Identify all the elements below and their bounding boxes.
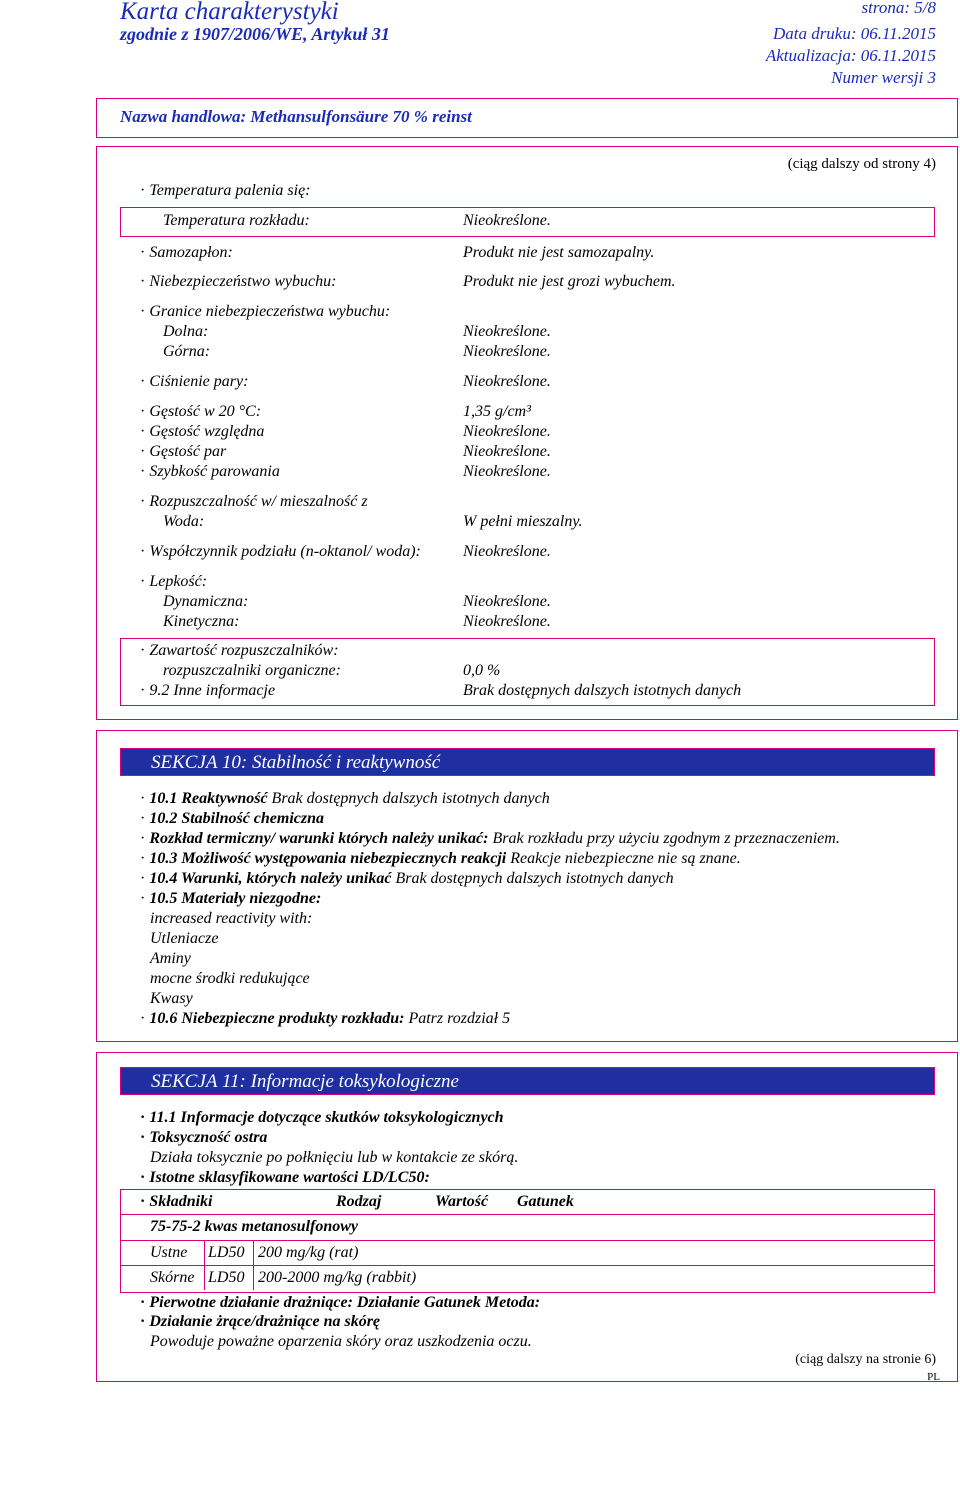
dynamic-label: Dynamiczna: [163,593,249,610]
explosion-value: Produkt nie jest grozi wybuchem. [463,273,676,290]
partition-value: Nieokreślone. [463,543,551,560]
skin-corrosion-heading: · Działanie żrące/drażniące na skórę [140,1313,380,1331]
decomp-label: Temperatura rozkładu: [163,212,310,229]
table-cell-type: LD50 [208,1244,245,1261]
update-date: Aktualizacja: 06.11.2015 [765,46,936,65]
vapour-label: · Ciśnienie pary: [140,373,248,391]
section11-header [120,1067,935,1095]
table-divider [120,1214,935,1215]
viscosity-label: · Lepkość: [140,573,207,591]
table-col-line [253,1240,254,1290]
tox-info-heading: · 11.1 Informacje dotyczące skutków toksykologicznych [140,1109,504,1127]
table-cell-value: 200 mg/kg (rat) [258,1244,359,1261]
table-cell-value: 200-2000 mg/kg (rabbit) [258,1269,417,1286]
material-item: mocne środki redukujące [150,970,310,987]
evap-label: · Szybkość parowania [140,463,280,481]
water-label: Woda: [163,513,205,530]
reldensity-label: · Gęstość względna [140,423,264,441]
primary-irritation-line: · Pierwotne działanie drażniące: Działanie Gatunek Metoda: [140,1294,540,1312]
kinematic-label: Kinetyczna: [163,613,240,630]
table-header-type: Rodzaj [336,1193,382,1210]
reldensity-value: Nieokreślone. [463,423,551,440]
density-value: 1,35 g/cm³ [463,403,531,420]
autoign-value: Produkt nie jest samozapalny. [463,244,655,261]
solvent-label: · Zawartość rozpuszczalników: [140,642,339,660]
vapdensity-value: Nieokreślone. [463,443,551,460]
lower-label: Dolna: [163,323,209,340]
page-number: strona: 5/8 [861,0,936,17]
other-info-value: Brak dostępnych dalszych istotnych danych [463,682,742,699]
table-divider [120,1240,935,1241]
section10-header [120,748,935,776]
document-subtitle: zgodnie z 1907/2006/WE, Artykuł 31 [120,24,390,44]
conditions-avoid-line: · 10.4 Warunki, których należy unikać Brak dostępnych dalszych istotnych danych [140,870,674,888]
stability-line: · 10.2 Stabilność chemiczna [140,810,324,828]
ld-lc50-heading: · Istotne sklasyfikowane wartości LD/LC50: [140,1169,430,1187]
material-item: Utleniacze [150,930,219,947]
lower-value: Nieokreślone. [463,323,551,340]
evap-value: Nieokreślone. [463,463,551,480]
autoign-label: · Samozapłon: [140,244,233,262]
upper-value: Nieokreślone. [463,343,551,360]
table-header-value: Wartość [435,1193,489,1210]
table-cell-route: Ustne [150,1244,188,1261]
acute-toxicity-heading: · Toksyczność ostra [140,1129,267,1147]
thermal-decomp-line: · Rozkład termiczny/ warunki których należy unikać: Brak rozkładu przy użyciu zgodnym z przeznaczeniem. [140,830,840,848]
dynamic-value: Nieokreślone. [463,593,551,610]
material-item: Kwasy [150,990,193,1007]
table-cell-type: LD50 [208,1269,245,1286]
decomp-products-line: · 10.6 Niebezpieczne produkty rozkładu: Patrz rozdział 5 [140,1010,510,1028]
reactivity-line: · 10.1 Reaktywność Brak dostępnych dalszych istotnych danych [140,790,550,808]
continued-from: (ciąg dalszy od strony 4) [787,156,936,172]
vapour-value: Nieokreślone. [463,373,551,390]
flash-point-label: · Temperatura palenia się: [140,182,311,200]
organic-label: rozpuszczalniki organiczne: [163,662,341,679]
kinematic-value: Nieokreślone. [463,613,551,630]
continued-to: (ciąg dalszy na stronie 6) [795,1352,936,1367]
other-info-label: · 9.2 Inne informacje [140,682,275,700]
table-divider [120,1265,935,1266]
explosion-label: · Niebezpieczeństwo wybuchu: [140,273,336,291]
document-title: Karta charakterystyki [120,0,339,25]
trade-name: Nazwa handlowa: Methansulfonsäure 70 % reinst [120,107,472,126]
water-value: W pełni mieszalny. [463,513,583,530]
solubility-label: · Rozpuszczalność w/ mieszalność z [140,493,368,511]
skin-corrosion-text: Powoduje poważne oparzenia skóry oraz uszkodzenia oczu. [150,1333,532,1350]
section10-title: SEKCJA 10: Stabilność i reaktywność [151,752,441,773]
language-code: PL [927,1371,940,1383]
substance-name: 75-75-2 kwas metanosulfonowy [150,1218,359,1235]
organic-value: 0,0 % [463,662,501,679]
section11-title: SEKCJA 11: Informacje toksykologiczne [151,1071,459,1092]
table-header-species: Gatunek [517,1193,574,1210]
hazardous-reactions-line: · 10.3 Możliwość występowania niebezpiecznych reakcji Reakcje niebezpieczne nie są znane. [140,850,741,868]
table-cell-route: Skórne [150,1269,195,1286]
density-label: · Gęstość w 20 °C: [140,403,261,421]
material-item: Aminy [150,950,191,967]
table-header-components: · Składniki [140,1193,212,1211]
limits-label: · Granice niebezpieczeństwa wybuchu: [140,303,390,321]
decomp-value: Nieokreślone. [463,212,551,229]
vapdensity-label: · Gęstość par [140,443,226,461]
partition-label: · Współczynnik podziału (n-oktanol/ woda): [140,543,421,561]
material-item: increased reactivity with: [150,910,313,927]
print-date: Data druku: 06.11.2015 [772,24,936,43]
upper-label: Górna: [163,343,211,360]
table-col-line [204,1240,205,1290]
acute-toxicity-text: Działa toksycznie po połknięciu lub w kontakcie ze skórą. [150,1149,519,1166]
incompatible-label-line: · 10.5 Materiały niezgodne: [140,890,321,908]
version-number: Numer wersji 3 [831,68,936,87]
